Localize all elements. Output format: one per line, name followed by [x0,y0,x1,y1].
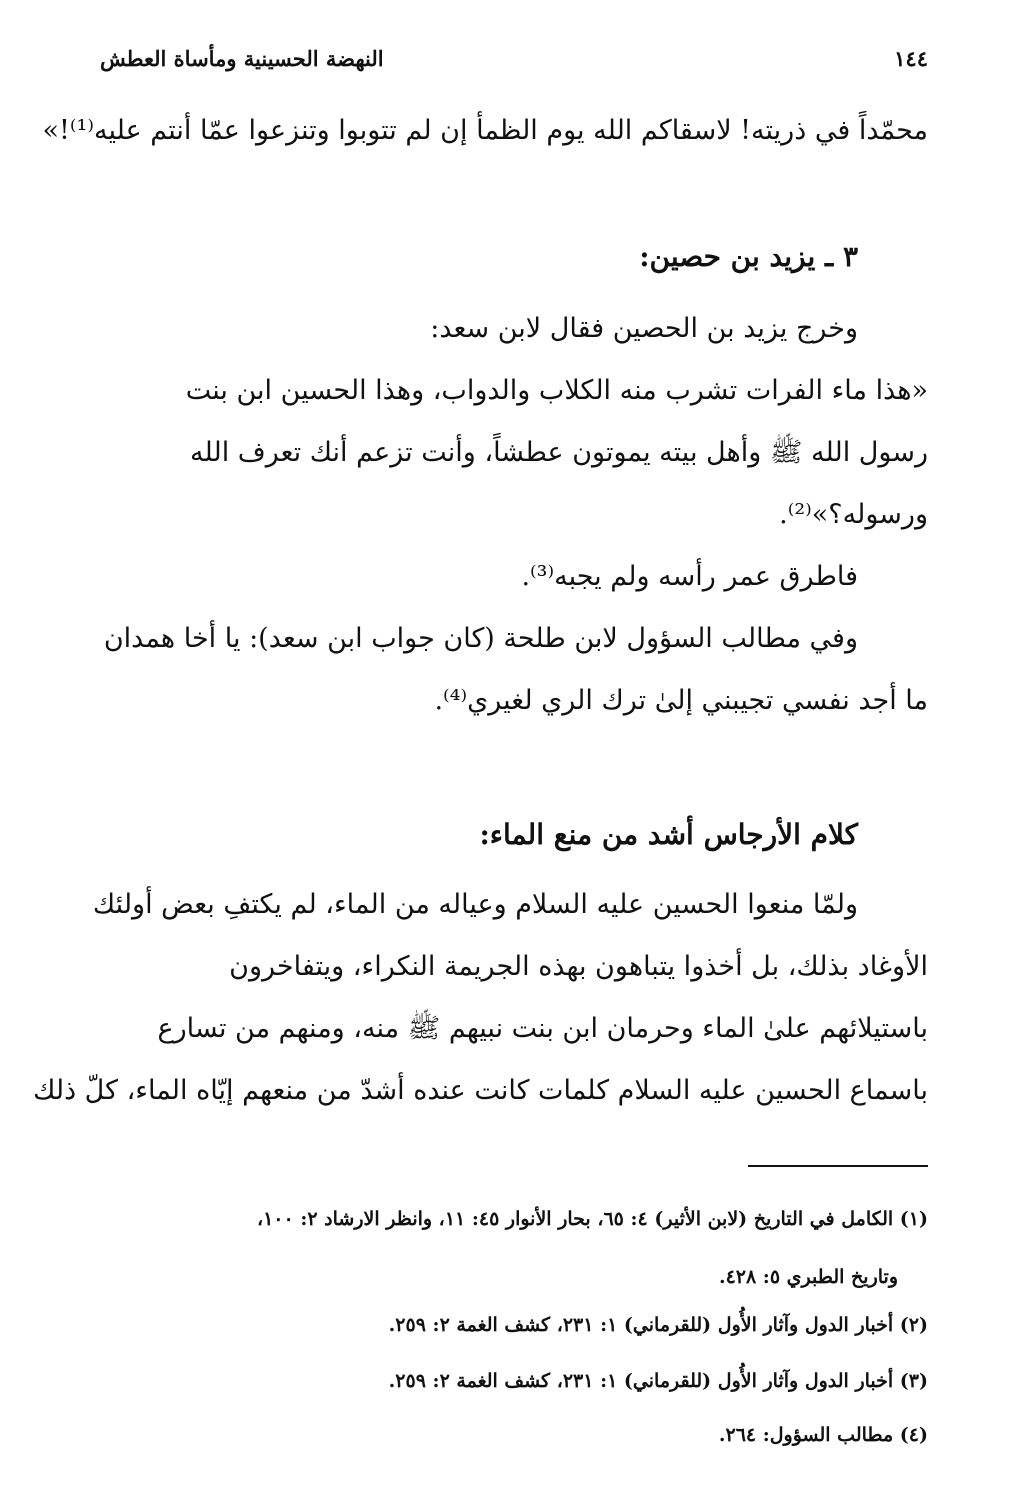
footnote-1-continuation: وتاريخ الطبري ٥: ٤٢٨. [718,1266,898,1288]
section-heading-yazid: ٣ ـ يزيد بن حصين: [639,240,858,273]
text-line: «هذا ماء الفرات تشرب منه الكلاب والدواب، وهذا الحسين ابن بنت [185,375,928,406]
footnote-3: (٣) أخبار الدول وآثار الأُول (للقرماني) ١: ٢٣١، كشف الغمة ٢: ٢٥٩. [388,1370,928,1392]
opening-paragraph [42,100,928,162]
text-line: ولمّا منعوا الحسين عليه السلام وعياله من الماء، لم يكتفِ بعض أولئك [92,889,858,920]
text-line: وفي مطالب السؤول لابن طلحة (كان جواب ابن سعد): يا أخا همدان [103,623,858,654]
text-line: باستيلائهم علىٰ الماء وحرمان ابن بنت نبيهم ﷺ منه، ومنهم من تسارع [157,1013,928,1044]
text-line: فاطرق عمر رأسه ولم يجبه⁽³⁾. [521,561,858,592]
running-header-title: النهضة الحسينية ومأساة العطش [100,46,384,71]
footnote-separator [748,1165,928,1167]
text-line: رسول الله ﷺ وأهل بيته يموتون عطشاً، وأنت تزعم أنك تعرف الله [190,437,928,468]
text-line: ورسوله؟»⁽²⁾. [779,499,928,530]
footnote-4: (٤) مطالب السؤول: ٢٦٤. [718,1424,928,1446]
page-number: ١٤٤ [894,46,928,71]
text-line: وخرج يزيد بن الحصين فقال لابن سعد: [430,313,858,344]
section1-body [100,298,928,732]
text-line: محمّداً في ذريته! لاسقاكم الله يوم الظمأ إن لم تتوبوا وتنزعوا عمّا أنتم عليه⁽¹⁾!» [42,115,928,146]
footnote-2: (٢) أخبار الدول وآثار الأُول (للقرماني) ١: ٢٣١، كشف الغمة ٢: ٢٥٩. [388,1314,928,1336]
footnote-1: (١) الكامل في التاريخ (لابن الأثير) ٤: ٦٥، بحار الأنوار ٤٥: ١١، وانظر الارشاد ٢: ١٠٠، [256,1208,928,1230]
text-line: الأوغاد بذلك، بل أخذوا يتباهون بهذه الجريمة النكراء، ويتفاخرون [229,951,928,982]
section2-body [33,874,928,1122]
text-line: ما أجد نفسي تجيبني إلىٰ ترك الري لغيري⁽⁴⁾. [434,685,928,716]
text-line: باسماع الحسين عليه السلام كلمات كانت عنده أشدّ من منعهم إيّاه الماء، كلّ ذلك [33,1075,928,1106]
section-heading-words: كلام الأرجاس أشد من منع الماء: [479,818,858,851]
